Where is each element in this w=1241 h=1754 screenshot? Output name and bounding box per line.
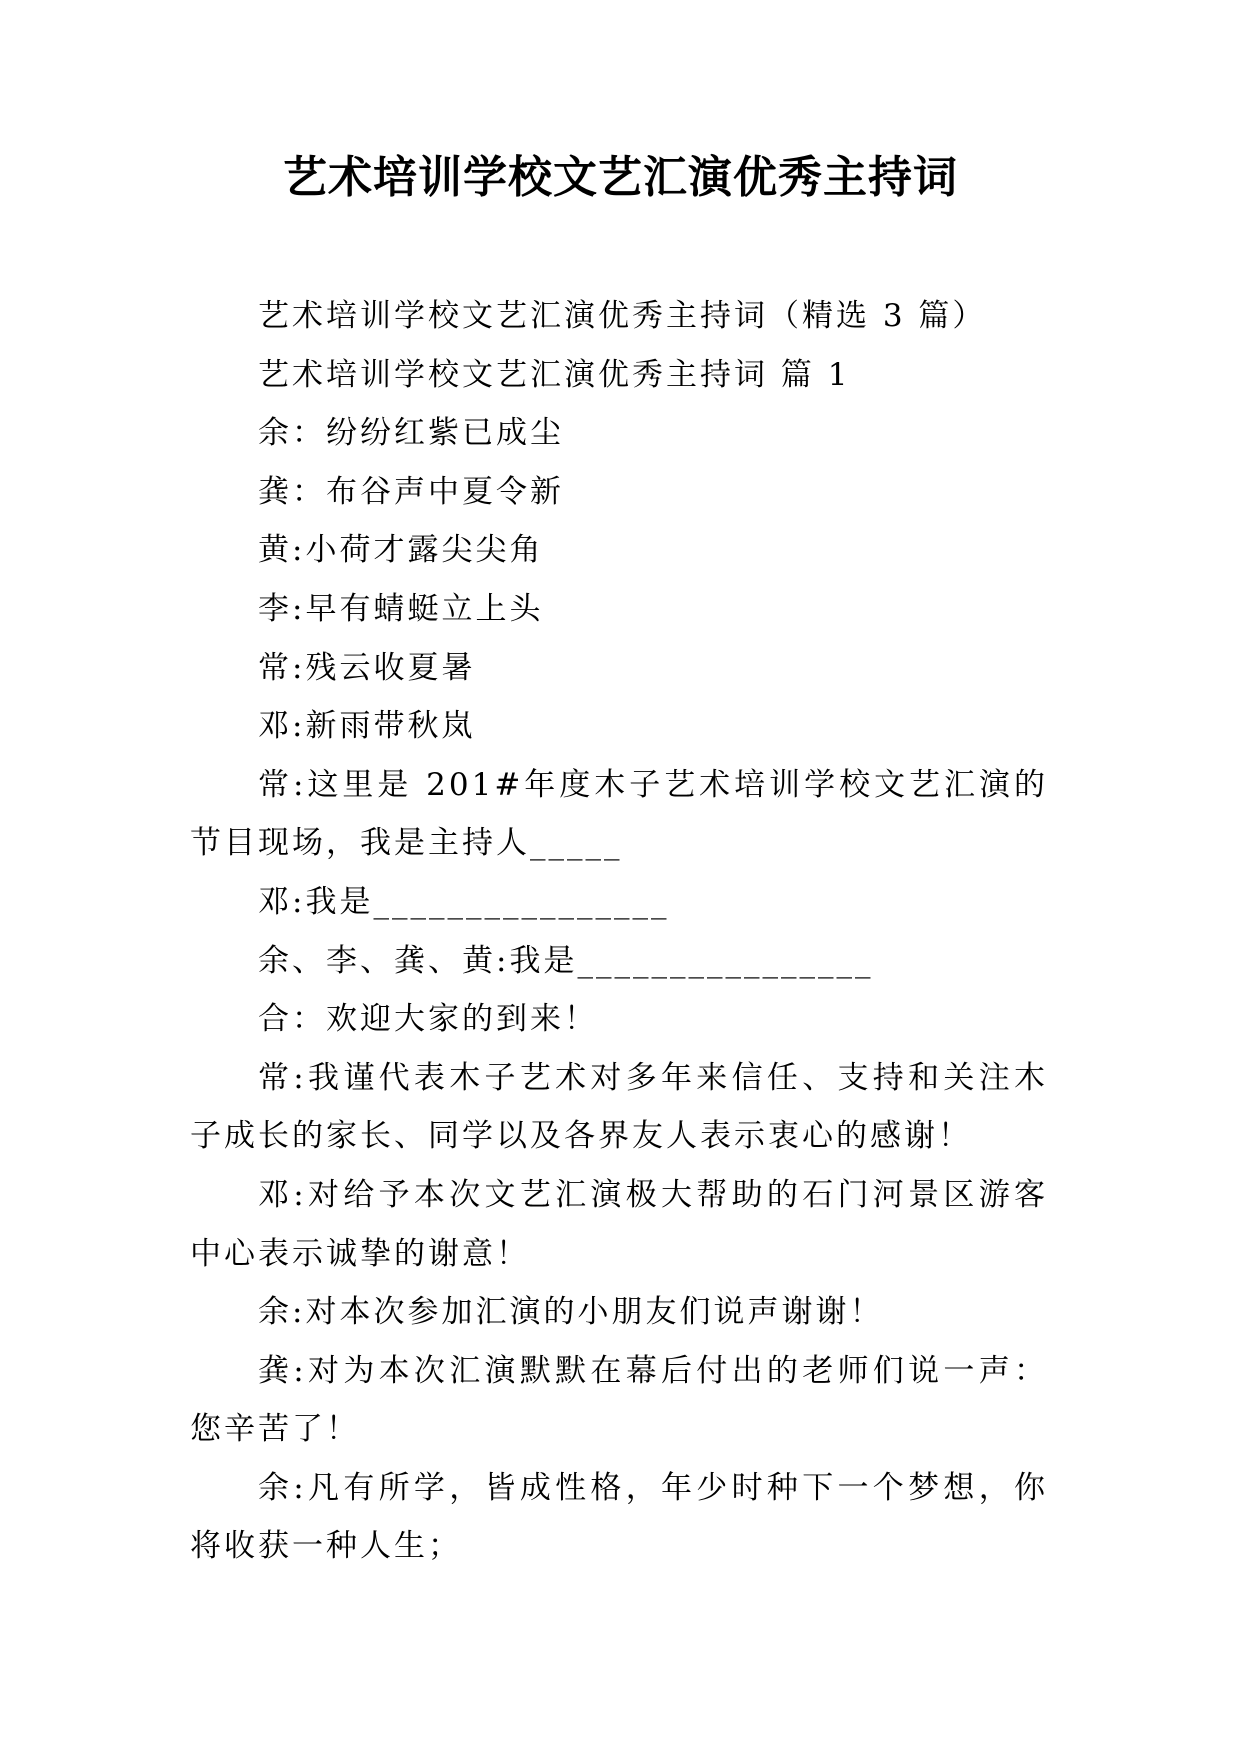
paragraph-line: 黄:小荷才露尖尖角 — [258, 532, 544, 569]
paragraph-line: 邓:新雨带秋岚 — [258, 708, 476, 745]
paragraph-intro: 艺术培训学校文艺汇演优秀主持词（精选 3 篇） — [258, 298, 987, 334]
paragraph-line: 余:对本次参加汇演的小朋友们说声谢谢！ — [258, 1294, 884, 1331]
paragraph-line: 余、李、龚、黄:我是________________ — [258, 942, 874, 979]
paragraph-section-heading: 艺术培训学校文艺汇演优秀主持词 篇 1 — [258, 356, 851, 393]
paragraph-line: 邓:我是________________ — [258, 883, 670, 920]
paragraph-line: 合：欢迎大家的到来！ — [258, 1001, 598, 1038]
paragraph-line: 常:残云收夏暑 — [258, 649, 476, 686]
paragraph-line: 余:凡有所学，皆成性格，年少时种下一个梦想，你将收获一种人生； — [190, 1469, 1048, 1565]
document-body — [190, 287, 1048, 1576]
paragraph-line: 常:这里是 201#年度木子艺术培训学校文艺汇演的节目现场，我是主持人_____ — [190, 766, 1048, 862]
paragraph-line: 龚：布谷声中夏令新 — [258, 473, 564, 510]
paragraph-line: 龚:对为本次汇演默默在幕后付出的老师们说一声：您辛苦了！ — [190, 1352, 1048, 1448]
paragraph-line: 余：纷纷红紫已成尘 — [258, 415, 564, 452]
paragraph-line: 常:我谨代表木子艺术对多年来信任、支持和关注木子成长的家长、同学以及各界友人表示衷心的感谢！ — [190, 1059, 1048, 1155]
paragraph-line: 邓:对给予本次文艺汇演极大帮助的石门河景区游客中心表示诚挚的谢意！ — [190, 1176, 1048, 1272]
document-title: 艺术培训学校文艺汇演优秀主持词 — [283, 152, 958, 203]
paragraph-line: 李:早有蜻蜓立上头 — [258, 590, 544, 627]
